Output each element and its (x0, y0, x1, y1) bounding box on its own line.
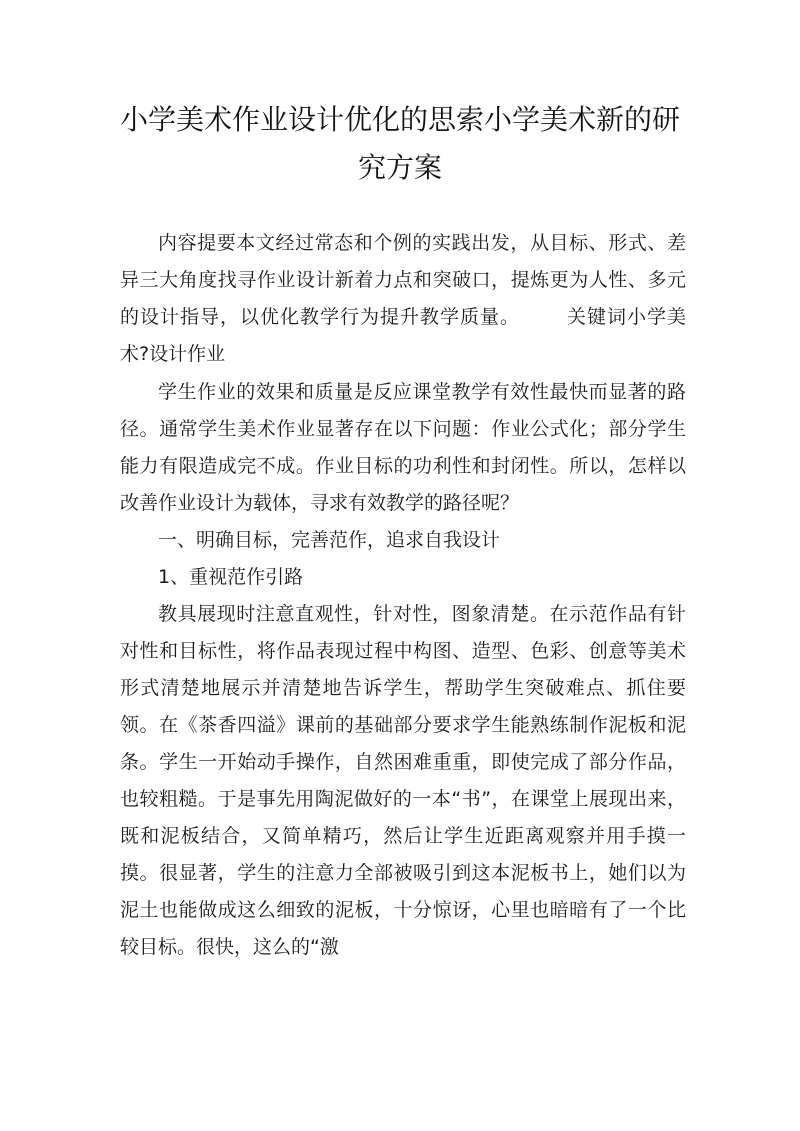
document-title: 小学美术作业设计优化的思索小学美术新的研究方案 (119, 103, 680, 184)
body-paragraph-2: 教具展现时注意直观性，针对性，图象清楚。在示范作品有针对性和目标性，将作品表现过程中构图、造型、色彩、创意等美术形式清楚地展示并清楚地告诉学生，帮助学生突破难点、抓住要领。在《茶香四溢》课前的基础部分要求学生能熟练制作泥板和泥条。学生一开始动手操作，自然困难重重，即使完成了部分作品，也较粗糙。于是事先用陶泥做好的一本“书”，在课堂上展现出来，既和泥板结合，又简单精巧，然后让学生近距离观察并用手摸一摸。很显著，学生的注意力全部被吸引到这本泥板书上，她们以为泥土也能做成这么细致的泥板，十分惊讶，心里也暗暗有了一个比较目标。很快，这么的“激 (120, 603, 686, 958)
document-body (120, 225, 686, 966)
body-paragraph-1: 学生作业的效果和质量是反应课堂教学有效性最快而显著的路径。通常学生美术作业显著存在以下问题：作业公式化；部分学生能力有限造成完不成。作业目标的功利性和封闭性。所以，怎样以改善作业设计为载体，寻求有效教学的路径呢？ (120, 381, 686, 514)
section-heading-1: 一、明确目标，完善范作，追求自我设计 (158, 529, 501, 551)
abstract-paragraph (120, 225, 686, 373)
abstract-text: 内容提要本文经过常态和个例的实践出发，从目标、形式、差异三大角度找寻作业设计新着力点和突破口，提炼更为人性、多元的设计指导，以优化教学行为提升教学质量。 (120, 232, 686, 328)
subsection-heading-1: 1、重视范作引路 (158, 566, 304, 588)
keywords-text: 关键词小学美术?设计作业 (120, 306, 686, 365)
